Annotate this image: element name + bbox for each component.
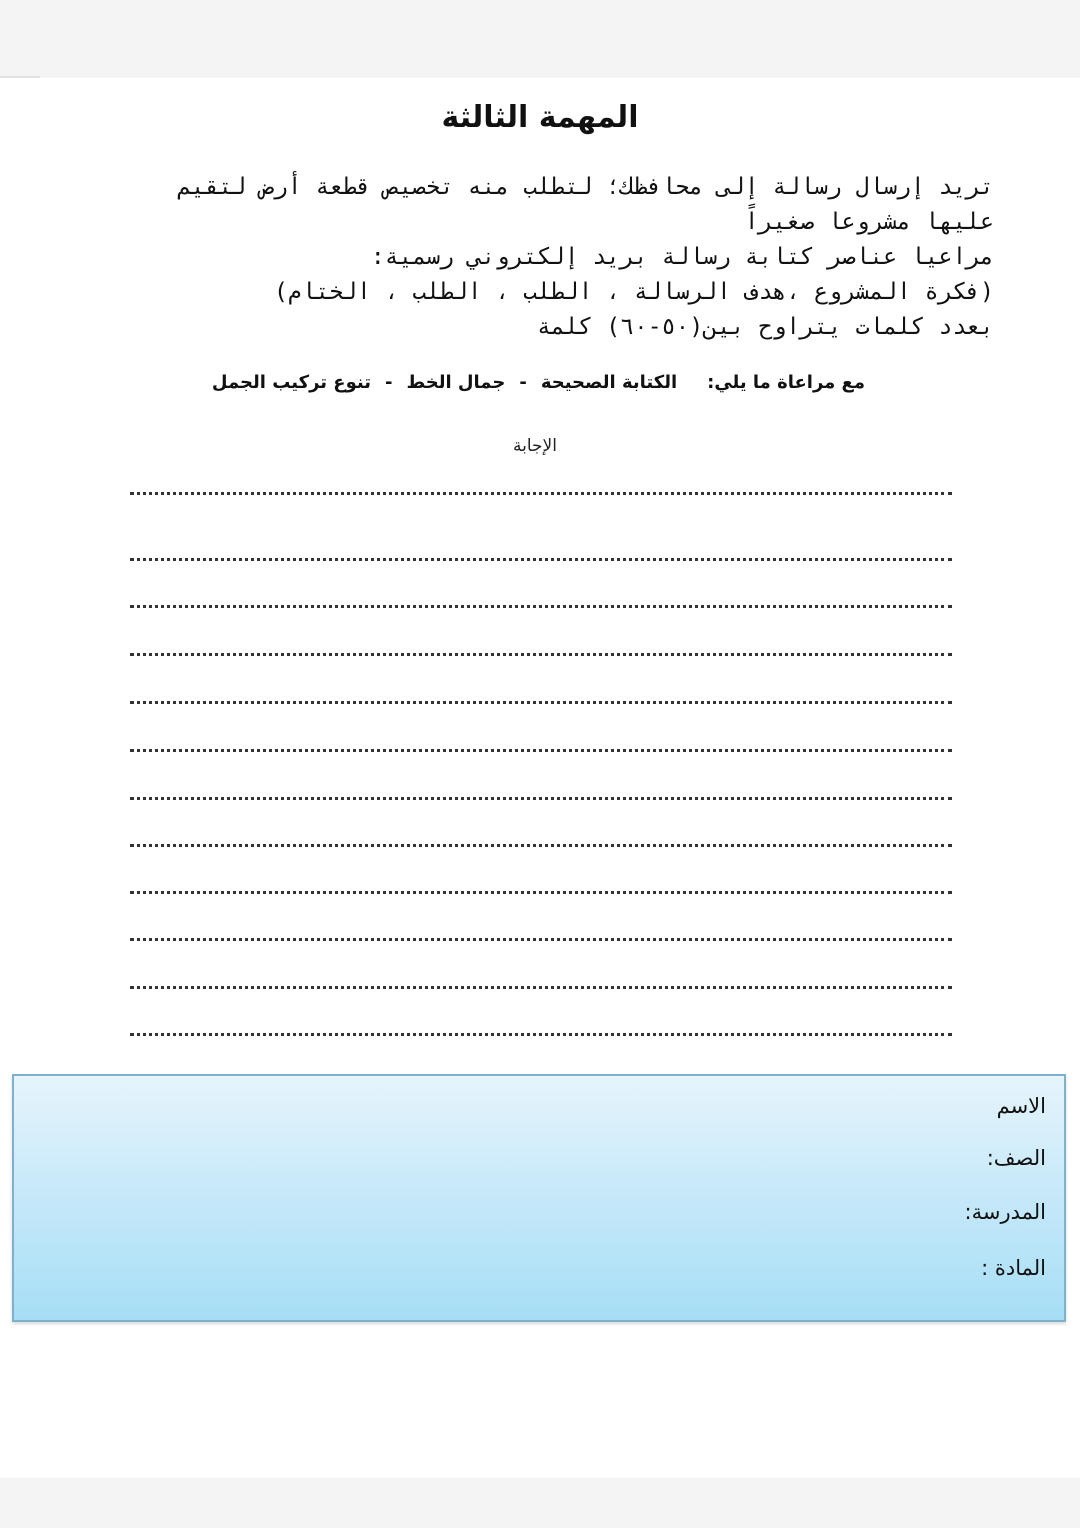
school-field[interactable]: المدرسة: [964,1200,1046,1224]
criteria-lead: مع مراعاة ما يلي: [707,372,865,393]
answer-line[interactable] [130,891,952,894]
prompt-line: (فكرة المشروع ،هدف الرسالة ، الطلب ، الطلب ، الختام) [273,279,994,305]
task-title: المهمة الثالثة [441,100,639,135]
writing-criteria [212,372,865,393]
answer-line[interactable] [130,492,952,495]
answer-line[interactable] [130,653,952,656]
student-info-box [12,1074,1066,1322]
criteria-item: تنوع تركيب الجمل [211,372,371,393]
answer-line[interactable] [130,1033,952,1036]
answer-line[interactable] [130,701,952,704]
answer-line[interactable] [130,558,952,561]
prompt-line: عليها مشروعا صغيراً [744,209,994,235]
task-prompt [34,170,994,345]
prompt-line: تريد إرسال رسالة إلى محافظك؛ لتطلب منه تخصيص قطعة أرض لتقيم [177,174,994,200]
name-field[interactable]: الاسم [996,1094,1046,1118]
criteria-separator: - [384,372,393,393]
answer-line[interactable] [130,605,952,608]
subject-field[interactable]: المادة : [981,1256,1046,1280]
prompt-line: مراعيا عناصر كتابة رسالة بريد إلكتروني رسمية: [370,244,994,270]
criteria-item: الكتابة الصحيحة [540,372,678,393]
criteria-item: جمال الخط [406,372,506,393]
answer-line[interactable] [130,986,952,989]
prompt-line: بعدد كلمات يتراوح بين(٥٠-٦٠) كلمة [537,314,994,340]
answer-line[interactable] [130,844,952,847]
answer-line[interactable] [130,938,952,941]
answer-line[interactable] [130,797,952,800]
criteria-separator: - [519,372,527,393]
class-field[interactable]: الصف: [986,1146,1046,1170]
answer-label: الإجابة [513,436,557,456]
answer-line[interactable] [130,749,952,752]
